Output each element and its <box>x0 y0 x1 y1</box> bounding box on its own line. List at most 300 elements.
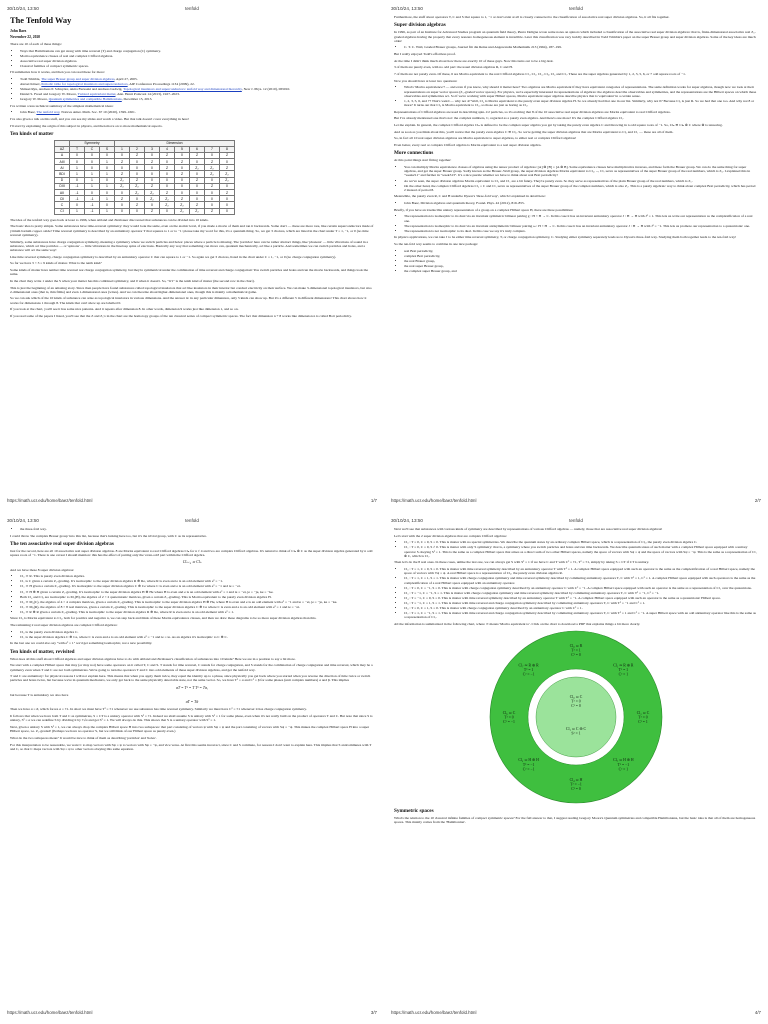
page-number: 2/7 <box>754 498 761 503</box>
table-cell: 1 <box>85 177 100 183</box>
table-cell: Z <box>220 165 235 171</box>
table-cell: 0 <box>100 152 115 158</box>
table-cell: 0 <box>85 152 100 158</box>
list-item: • The representation is isomorphic to its dual via an invariant antisymmetric bilinear pairing ω : H × H → C. In this case it has an invariant antiunitary operator J : H → H with J² = −1. This lets us promote our representation to a quaternionic one. <box>404 224 758 228</box>
ref-link[interactable]: Quantum symmetries and compatible Hamiltonians <box>48 97 122 102</box>
section-heading: Super division algebras <box>394 22 446 29</box>
table-cell: Z <box>160 152 175 158</box>
list-item: • What's 'Morita equivalence'? — and even if you know, why should it matter here? Two algebras are Morita equivalent if they have equivalent categories of representations. The same definition works for super algebras, though now we look at their representations on super vector spaces (Z₂-graded vector spaces). For physics, we're especially interested in representations of algebras: the algebras describe observables and symmetries, and the representations are the Hilbert spaces on which these observables and symmetries act. So if we're working with super Hilbert spaces, Morita equivalent super algebras describe physics that is 'equivalent' in a certain sense. <box>404 85 758 98</box>
header-datetime: 30/10/24, 13:50 <box>391 6 423 11</box>
page-body <box>394 15 758 497</box>
equation: αT = T³ = T T² = Tα, <box>176 685 208 690</box>
list-item: • Morita equivalence classes of real and complex Clifford algebras. <box>20 54 374 58</box>
page-header <box>391 6 761 14</box>
table-cell: Z₂ <box>220 177 235 183</box>
list-item: • real Bott periodicity, <box>404 249 758 253</box>
author: John Baez <box>10 29 27 33</box>
list-item: • Cl₀ : T = 1, C = 0, S = 0. This is matter with time reversal symmetry described by an antiunitary operator T with T² = 1. A complex Hilbert space equipped with such an operator is the same as the complexification of a real Hilbert space, namely the space of vectors with Tψ = ψ. A real Hilbert space is a representation of Cl₀, the purely even division algebra R. <box>404 567 758 576</box>
table-cell: 0 <box>85 190 100 196</box>
package-list <box>394 249 758 273</box>
table-cell: 0 <box>145 152 160 158</box>
table-cell: Z₂ <box>205 165 220 171</box>
ref-author: Alexei Kitaev, <box>20 81 41 86</box>
page-3 <box>4 516 380 1018</box>
footer-url: https://math.ucr.edu/home/baez/tenfold.html <box>7 498 93 503</box>
table-cell: AI <box>55 165 70 171</box>
ref-rest: , Ann. Henri Poincaré 14 (2013), 1927–2023. <box>115 92 180 97</box>
table-cell: 0 <box>130 171 145 177</box>
table-cell: 1 <box>100 196 115 202</box>
paragraph: Let me explain. In general, the complex Clifford algebra Clₙ is defined to be the complex super algebra you get by taking the purely even algebra C and throwing in n odd square roots of −1. So, Clₙ ≅ Clₙ ⊗ C where ⊗ is tensoring. <box>394 123 723 128</box>
table-cell: 0 <box>115 152 130 158</box>
ref-author: Gregory W. Moore, <box>20 97 48 102</box>
question-list <box>394 85 758 107</box>
inner-ring <box>536 677 616 757</box>
list-item: • complex Bott periodicity, <box>404 254 758 258</box>
reference-item <box>20 82 374 86</box>
paragraph: Briefly, if you have an irreducible unitary representation of a group on a complex Hilbert space H, there are three possibilities: <box>394 207 574 212</box>
footer-url: https://math.ucr.edu/home/baez/tenfold.html <box>7 1010 93 1015</box>
paragraph: What's the relation to the 10 classical infinite families of compact symmetric spaces? For the full answer to that, I suggest reading Gregory Moore's Quantum symmetries and compatible Hamiltonians, but the basic idea is that all of them are homogeneous spaces. This mainly comes from the 'Hamiltonian'. <box>394 816 756 825</box>
list-item: • Cl₇ : T = 1, C = −1, S = 1. This is matter with time reversal and charge conjugation symmetry described by commuting antiunitary operators T, C with T² = 1 and C² = −1. A super Hilbert space with an odd antiunitary operator like this is the same as a representation of Cl₇. <box>404 611 758 620</box>
table-cell: 0 <box>190 196 205 202</box>
table-cell: 0 <box>220 202 235 208</box>
paragraph: Just for the record, here are all 10 associative real super division algebras. 8 are Morita equivalent to real Clifford algebras Clₙ for n ≠ 4 and two are complex Clifford algebras. It's natural to think of Clₙ ⊗ C as the super division algebra generated by n odd square roots of −1. There is one caveat I should mention: this has the effect of putting only the 'even-odd' part within the Clifford algebra. <box>10 548 373 558</box>
t-label: T² = 1 <box>571 648 581 653</box>
table-cell: 0 <box>70 159 85 165</box>
ref-author: Shinsei Ryu, Andreas P. Schnyder, Akira Furusaki and Andreas Ludwig, <box>20 87 123 92</box>
clifford-label: Cl₁ ≃ R ⊕ R <box>613 663 634 668</box>
paragraph: I'll summarize how it works, and then you can read these for more: <box>10 70 105 75</box>
header-datetime: 30/10/24, 13:50 <box>391 518 423 523</box>
paragraph: But I really enjoyed Todd's effortless proof. <box>394 52 456 57</box>
list-item: • 1, 2, 3, 5, 6, and 7? That's weird — why not 4? Well, Cl₄ is Morita equivalent to the purely even super division algebra H. So we already had that one in our list. Similarly, why not 0? Because Cl₀ is just R. So we had that one too. And why not 8 or more? It turns out that Cl₈ is Morita equivalent to Cl₀, so those are just as boring as Cl₀. <box>404 99 758 108</box>
table-cell: Z₂ <box>205 171 220 177</box>
table-cell: 1 <box>70 208 85 214</box>
table-row <box>55 208 235 214</box>
table-cell: -1 <box>85 208 100 214</box>
paragraph: For this interpretation to be reasonable, we want C to map vectors with Sψ = ψ to vectors with Sψ = −ψ, and vice versa. At first this seems incorrect, since C and S commute, for reasons I don't want to explain here. This implies that S anticommutes with T and C, so that C maps vectors with Sψ = ψ to other vectors obeying this same equation. <box>10 742 372 751</box>
table-cell: 0 <box>145 165 160 171</box>
table-cell: -1 <box>70 183 85 189</box>
table-cell: Z <box>220 190 235 196</box>
table-cell: 1 <box>100 183 115 189</box>
table-cell: 0 <box>205 190 220 196</box>
page-1 <box>4 4 380 506</box>
section-heading: Symmetric spaces <box>394 808 434 815</box>
table-cell: Z₂ <box>175 202 190 208</box>
paragraph: I'll start by explaining the origin of this subject in physics, and then move on to more mathematical aspects. <box>10 123 163 128</box>
clifford-label: Cl₂ ≃ C <box>636 710 650 715</box>
c-label: C² = −1 <box>522 672 535 677</box>
paragraph: Similarly, some substances have charge conjugation symmetry, meaning a symmetry where we switch particles and holes: places where a particle is missing. The 'particles' here can be rather abstract things, like 'phonons' — little vibrations of sound in a substance, which act like particles — or 'spinons' — little vibrations in the lined-up spins of electrons. Basically any way that something can move can, quantum mechanically, act like a particle. And sometimes we can switch particles and holes, and a substance will act the same way! <box>10 239 369 253</box>
table-column-header: AZ <box>55 146 70 152</box>
paragraph: What does all this stuff about Clifford algebras and super division algebras have to do with Altland and Zirnbauer's classification of substances into 10 kinds? Here we are in a position to say a bit more. <box>10 656 296 661</box>
table-cell: Z <box>220 152 235 158</box>
paragraph: At the time I didn't think much about how there are exactly 10 of these guys. Now this turns out to be a big deal. <box>394 58 554 63</box>
table-cell: Z <box>130 152 145 158</box>
table-cell: 0 <box>145 171 160 177</box>
table-cell: 0 <box>130 196 145 202</box>
table-cell: 1 <box>70 165 85 171</box>
header-datetime: 30/10/24, 13:50 <box>7 6 39 11</box>
table-cell: 0 <box>115 208 130 214</box>
paragraph: In the last one we could also say "with e² = 1" we'd get something isomorphic, not a new possibility. <box>10 641 153 646</box>
table-cell: Z <box>115 196 130 202</box>
table-cell: Z <box>190 152 205 158</box>
list-item: • On the other hand, the complex Clifford algebras Cl₀ = C and Cl₁ serve as representatives of the super Brauer group of the complex numbers, which is also Z₂. This is a purely algebraic way to think about complex Bott periodicity, which has period 2 instead of period 8. <box>404 184 758 193</box>
equation: αT = Tᾱ <box>185 700 199 705</box>
paragraph: Then we have α = ᾱ, which forces α = ±1. In short we must have T² = ±1 whenever we use substance has time reversal symmetry. Similarly we must have C² = ±1 whenever it has charge conjugation symmetry. <box>10 707 307 712</box>
table-cell: Z <box>190 177 205 183</box>
table-cell: Z <box>145 183 160 189</box>
table-cell: Z₂ <box>190 208 205 214</box>
table-cell: Z₂ <box>175 208 190 214</box>
table-cell: 0 <box>175 152 190 158</box>
table-cell: 0 <box>70 202 85 208</box>
list-item: • Cl₅ : T = −1, C = 1, S = 1. This is matter with time reversal and charge conjugation symmetry described by commuting antiunitary operators T, C with T² = −1 and C² = 1. <box>404 601 758 605</box>
clifford-label: Cl₅ ≃ H ⊕ H <box>518 758 539 763</box>
ref-rest: , Notices Amer. Math. Soc. 67 10 (2020), 1599–1601. <box>59 110 136 115</box>
ref-rest: , April 27, 2005. <box>114 76 138 81</box>
table-cell: Z <box>175 196 190 202</box>
section-heading: The ten associative real super division algebras <box>10 540 114 547</box>
table-cell: 0 <box>100 190 115 196</box>
ref-rest: , AIP Conference Proceedings 1134 (2009), 22. <box>127 81 195 86</box>
paragraph: We start with a complex Hilbert space that may (or may not) have some operators on it called T, C and S. T stands for time reversal, C stands for charge conjugation, and S stands for the combination of charge conjugation and time reversal, which may be a symmetry even when T and C are not both symmetries. We're going to turn the operators T and C into odd elements of these super division algebras, and get the tenfold way. <box>10 663 373 672</box>
clifford-label: Cl₃ ≃ H ⊕ H <box>613 758 634 763</box>
table-cell: -1 <box>70 196 85 202</box>
table-cell: 0 <box>130 165 145 171</box>
table-cell: 0 <box>190 183 205 189</box>
table-cell: 0 <box>100 202 115 208</box>
paragraph: So far we have 3 × 3 = 9 kinds of matter. What is the tenth kind? <box>10 261 102 266</box>
table-cell: 1 <box>100 208 115 214</box>
equation: Clₙ₊₈ ≃ Clₙ <box>182 560 202 565</box>
table-cell: 0 <box>205 177 220 183</box>
list-item: • Cl₆ : T = 0, C = 1, S = 0. This is matter with charge conjugation symmetry described by an antiunitary operator C with C² = 1. <box>404 606 758 610</box>
clifford-label: Cl₁ ≃ C ⊕ C <box>565 726 587 731</box>
section-heading: Ten kinds of matter, revisited <box>10 648 75 655</box>
table-cell: Z₂ <box>130 183 145 189</box>
ref-link[interactable]: The tenfold way <box>36 110 60 115</box>
table-body <box>55 152 235 214</box>
list-item: • Cl₈ ≃ R ⊕ R given a certain Z₂-grading. This is isomorphic to the super division algebra R ⊕ Re, where R is even and e is an odd element with e² = 1. <box>20 610 374 614</box>
complex-list <box>394 540 758 558</box>
table-cell: A <box>55 152 70 158</box>
page-body <box>394 527 758 1009</box>
list-item: • Cl₀ is the purely even division algebra C. <box>20 630 374 634</box>
table-cell: Z <box>175 159 190 165</box>
table-cell: 0 <box>175 165 190 171</box>
table-column-header: 2 <box>130 146 145 152</box>
paragraph: And we have these 8 super division algebras: <box>10 567 75 572</box>
table-cell: 0 <box>100 165 115 171</box>
header-datetime: 30/10/24, 13:50 <box>7 518 39 523</box>
table-cell: 1 <box>100 171 115 177</box>
paragraph: And as soon as you think about this, you'll notice that the purely even algebra C ≅ Cl₀. So we're getting the super division algebras that are Morita equivalent to Cl₀ and Cl₁ — these are all of them. <box>394 129 674 134</box>
paragraph: So we can ask which of the 10 kinds of substance can arise as topological insulators in various dimensions. And the answer is: in any particular dimension, only 5 kinds can show up. But it's a different 5 in different dimensions! This chart shows how it works for dimensions 1 through 8. The kinds that can't show up are labelled 0. <box>10 296 367 305</box>
ref-author: Todd Trimble, <box>20 76 41 81</box>
paragraph: This is just the beginning of an amazing story. Since then people have found substances called topological insulators that act like insulators in their interior but conduct electricity on their surface. We can make 3-dimensional topological insulators, but also 2-dimensional ones (that is, thin films) and even 1-dimensional ones (wires). And we can theorize about higher-dimensional ones, though this is mainly a mathematical game. <box>10 285 372 294</box>
package-list <box>10 527 374 531</box>
table-column-header: C <box>85 146 100 152</box>
table-cell: AIII <box>55 159 70 165</box>
list-item: • Cl₁ : T = 1, C = 1, S = 1. This is matter with charge conjugation symmetry and time reversal symmetry described by commuting antiunitary operators T, C with T² = 1, C² = 1. A complex Hilbert space equipped with such operators is the same as the complexification of a real Hilbert space equipped with an antiunitary operator. <box>404 576 758 585</box>
reference-item: • John Baez, Division algebras and quantum theory, Found. Phys. 42 (2012), 819–855. <box>404 201 758 205</box>
table-cell: BDI <box>55 171 70 177</box>
paragraph: So, in fact all 10 real super division algebras are Morita equivalent to super algebras, to either real or complex Clifford algebras! <box>394 136 577 141</box>
list-item: • Cl₄ : T = −1, C = 0, S = 0. This is matter with time reversal symmetry described by an antiunitary operator T with T² = −1. A complex Hilbert space equipped with such an operator is the same as a quaternionic Hilbert space. <box>404 596 758 600</box>
header-site: tenfold <box>185 6 199 11</box>
list-item: • Cl₃ ≃ H ⊕ H given a certain Z₂-grading. It's isomorphic to the super division algebra H ⊕ He where H is even and e is an odd element with e² = 1 and ie = −ei, je = −je, ke = −ke. <box>20 590 374 594</box>
paragraph: Next we'll see that substances with various kinds of symmetry are described by representations of various Clifford algebras — namely, those that are associative real super division algebras! <box>394 527 663 531</box>
list-item: • Cl₃ : T = −1, C = −1, S = 1. This is matter with charge conjugation symmetry and time reversal symmetry described by commuting antiunitary operators T, C with T² = −1, C² = −1. <box>404 591 758 595</box>
table-group-header: Dimension <box>115 140 235 146</box>
paragraph: I could throw 'the complex Brauer group' into this list, because that's lurking here too, but it's the trivial group, with C as its representative. <box>10 533 207 538</box>
list-item: • Cl₂ ≃ H given a certain Z₂-grading. It's isomorphic to the super division algebra C ⊕ Ce where C is even and e is an odd element with e² = −1 and ie = −ei. <box>20 584 374 588</box>
table-cell: 0 <box>130 159 145 165</box>
table-cell: AII <box>55 190 70 196</box>
table-cell: 0 <box>130 208 145 214</box>
paragraph: Some kinds of matter have neither time reversal nor charge conjugation symmetry, but they're symmetrical under the combination of time reversal and charge conjugation! You switch particles and holes and run the movie backwards, and things look the same. <box>10 267 369 277</box>
clifford-label: Cl₆ ≃ C <box>502 710 516 715</box>
table-cell: 0 <box>160 183 175 189</box>
reference-list <box>10 77 374 101</box>
paragraph: Let's start with the 2 super division algebras that are complex Clifford algebras: <box>394 533 507 538</box>
paragraph: Representations of Clifford algebras are used in describing spin-1/2 particles, so it's exciting that 8 of the 10 associative real super division algebras are Morita equivalent to real Clifford algebras. <box>394 109 671 114</box>
list-item: • Both Cl₄ and Cl₅ are isomorphic to M₂(H), the algebra of 2 × 2 quaternionic matrices, given a certain Z₂-grading. This is Morita equivalent to the purely even division algebra H. <box>20 595 374 599</box>
t-label: T² = 0 <box>504 715 514 720</box>
reference-item <box>20 97 374 101</box>
paragraph: Then let's do the 8 real ones. In these cases, unlike the last one, we can always get S with S² = 1 if we have C and T with C² = ±1, T² = ±1, simply by taking S = CT if CT is unitary. <box>394 560 650 565</box>
t-label: S² = 1 <box>571 731 581 736</box>
page-body <box>10 527 374 1009</box>
table-cell: Z <box>205 159 220 165</box>
ref-rest: , New J. Phys. 12 (2010), 065010. <box>241 87 291 92</box>
table-cell: Z₂ <box>145 190 160 196</box>
table-cell: CII <box>55 196 70 202</box>
table-cell: C <box>55 202 70 208</box>
paragraph: If you read some of the papers I listed, you'll see that the Z and Z₂'s in the chart are the homotopy groups of the ten classical series of compact symmetric spaces. The fact that dimension n + 8 works like dimension n is called Bott periodicity. <box>10 313 352 318</box>
reference-list <box>10 110 374 114</box>
list-item: • Cl₀ ≃ R. This is purely even division algebra. <box>20 574 374 578</box>
table-cell: 1 <box>70 171 85 177</box>
table-group-header: Symmetry <box>70 140 115 146</box>
table-cell: 0 <box>115 165 130 171</box>
table-cell: 0 <box>190 159 205 165</box>
tenfold-clock-diagram[interactable] <box>476 629 676 805</box>
table-cell: Z <box>145 159 160 165</box>
table-cell: Z <box>190 202 205 208</box>
table-cell: 0 <box>175 190 190 196</box>
header-site: tenfold <box>185 518 199 523</box>
paragraph: All the information is summarized in the following chart, where ≃ means 'Morita equivalent to'. Click on the chart to download a PDF that explains things a bit more clearly. <box>394 621 641 626</box>
paragraph: At this point things start fitting together: <box>394 158 452 163</box>
section-heading: More connections <box>394 150 434 157</box>
algebra-list <box>10 574 374 614</box>
page-header <box>391 518 761 526</box>
table-cell: Z₂ <box>190 165 205 171</box>
page-number: 4/7 <box>754 1010 761 1015</box>
table-cell: 0 <box>70 177 85 183</box>
list-item: • Associative real super division algebras. <box>20 59 374 63</box>
list-item: • Cl₁ is C given a certain Z₂-grading. It's isomorphic to the super division algebra R ⊕ Re, where R is even and e is an odd element with e² = −1. <box>20 579 374 583</box>
reference-item: • C. T. C. Wall, Graded Brauer groups, Journal für die Reine und Angewandte Mathematik 213 (1964), 187–199. <box>404 45 758 49</box>
page-footer <box>7 498 377 505</box>
connection-list <box>394 165 758 192</box>
list-item: • The representation is not isomorphic to its dual. In this case we say it's truly complex. <box>404 229 758 233</box>
paragraph: Even better, every real or complex Clifford algebra is Morita equivalent to a real super division algebra. <box>394 142 542 147</box>
table-cell: CI <box>55 208 70 214</box>
table-cell: Z <box>145 208 160 214</box>
table-cell: 0 <box>220 208 235 214</box>
c-label: C² = 1 <box>638 720 648 725</box>
table-cell: Z₂ <box>130 190 145 196</box>
header-site: tenfold <box>569 518 583 523</box>
outer-node <box>570 778 583 791</box>
table-cell: Z₂ <box>115 177 130 183</box>
t-label: T² = 0 <box>638 715 648 720</box>
list-item: • Cl₆ ≃ M₄(C), the algebra of 4 × 4 complex matrices, given a certain Z₂-grading. This is isomorphic to the super division algebra H ⊕ He, where H is even and e is an odd element with e² = −1 and ie = −ei, je = −je, ke = −ke. <box>20 600 374 604</box>
t-label: T² = −1 <box>522 762 535 767</box>
ten-things-list <box>10 49 374 68</box>
footer-url: https://math.ucr.edu/home/baez/tenfold.html <box>391 1010 477 1015</box>
table-cell: 0 <box>145 177 160 183</box>
paragraph: There are 10 of each of these things: <box>10 41 62 46</box>
ref-author: Daniel S. Freed and Gregory W. Moore, <box>20 92 77 97</box>
table-cell: Z <box>160 190 175 196</box>
table-cell: Z <box>160 165 175 171</box>
table-cell: 0 <box>175 177 190 183</box>
c-label: C² = 1 <box>618 672 629 677</box>
clifford-label: Cl₀ ≃ C <box>569 694 583 699</box>
list-item: • Ways that Hamiltonians can get along with time reversal (T) and charge conjugation (C) symmetry. <box>20 49 374 53</box>
table-cell: 0 <box>175 183 190 189</box>
paragraph: What do the two subspaces mean? It would be nice to think of them as describing 'particles' and 'holes'. <box>10 735 157 740</box>
list-item: • Cl₇ ≃ M₈(R), the algebra of 8 × 8 real matrices, given a certain Z₂-grading. This is isomorphic to the super division algebra C ⊕ Ce where C is even and e is an odd element with e² = 1 and ie = −ei. <box>20 605 374 609</box>
c-label: C² = 0 <box>571 787 581 792</box>
table-cell: 0 <box>85 165 100 171</box>
real-list <box>394 567 758 619</box>
table-cell: 0 <box>160 177 175 183</box>
page-body <box>10 15 374 497</box>
paragraph: It follows that when we have both T and C as symmetries, S = CT is a unitary operator with S² = ±1. Indeed we shall assume S is unitary with S² = 1 for some phase, even when it's not really built on the product of operators T and C. But note that since S is unitary, S² = α we can redefine S by dividing it by ±√α and get S² = 1. We will always do this. This shows that S is a unitary operator with S² = 1. <box>10 714 373 723</box>
table-cell: Z₂ <box>145 196 160 202</box>
page-2 <box>388 4 764 506</box>
list-item: • Cl₁ : T = 0, C = 0, S ≠ 0. This is matter with only S symmetry: that is, a symmetry where you switch particles and holes and run time backwards. We describe quantum states of such matter with a complex Hilbert space equipped with a unitary operator S obeying S² = 1. This is the same as a complex Hilbert space that arises as a direct sum of two other Hilbert spaces, namely the space of vectors with Sψ = ψ and the space of vectors with Sψ = −ψ. This is the same as a representation of Cl₁ ⊗ C, which is Cl₁. <box>404 545 758 558</box>
section-heading: Ten kinds of matter <box>10 130 54 137</box>
t-label: T² = 1 <box>618 668 629 673</box>
table-cell: Z <box>205 183 220 189</box>
paragraph: In the chart they write 1 under the S when your matter has this combined symmetry, and 0 when it doesn't. So, "0/1" is the tenth kind of matter (the second row in the chart). <box>10 278 255 283</box>
page-4 <box>388 516 764 1018</box>
paragraph: Furthermore, the stuff about operators T, C and S that square to 1, −1 or don't exist at all is closely connected to the classification of associative real super division algebras. So, it all fits together. <box>394 15 670 19</box>
ref-link[interactable]: The super Brauer group and super division algebras <box>41 76 115 81</box>
paragraph: I've written a less technical summary of the simplest mathematical ideas: <box>10 103 114 108</box>
header-site: tenfold <box>569 6 583 11</box>
table-cell: 0 <box>70 152 85 158</box>
page-footer <box>391 498 761 505</box>
table-cell: 1 <box>85 183 100 189</box>
list-item: • the three-fold way. <box>20 527 374 531</box>
c-label: C² = 1 <box>618 767 629 772</box>
reference-list <box>394 201 758 205</box>
paragraph: Meanwhile, the purely even R, C and H underlie Dyson's 'three-fold way', which I explained in detail here: <box>394 194 546 199</box>
list-item: • the complex super Brauer group, and <box>404 269 758 273</box>
table-cell: 0 <box>220 183 235 189</box>
reference-item <box>20 77 374 81</box>
date: November 22, 2020 <box>10 35 41 40</box>
paragraph: Like time reversal symmetry, charge conjugation symmetry is described by an antiunitary operator C that can square to 1 or −1. So again we get 3 choices, listed in the chart under C = 1, −1, or 0 (no charge conjugation symmetry). <box>10 254 337 259</box>
table-cell: Z <box>130 177 145 183</box>
clifford-label: Cl₀ ≃ R <box>569 643 583 648</box>
list-item: • Classical families of compact symmetric spaces. <box>20 64 374 68</box>
table-cell: Z₂ <box>160 196 175 202</box>
table-cell: 0 <box>145 202 160 208</box>
c-label: C² = −1 <box>503 720 515 725</box>
t-label: T² = −1 <box>570 782 582 787</box>
ref-rest: , December 15, 2013. <box>121 97 153 102</box>
table-column-header: T <box>70 146 85 152</box>
ref-link[interactable]: Twisted equivariant matter <box>77 92 116 97</box>
table-cell: 0 <box>160 171 175 177</box>
table-cell: 0 <box>190 171 205 177</box>
clifford-label: Cl₇ ≃ R ⊕ R <box>518 663 539 668</box>
list-item: • Cl₂ : T = 0, C = −1, S = 0. This is matter with charge conjugation symmetry described by an antiunitary operator C with C² = −1. A complex Hilbert space equipped with such an operator is the same as a representation of Cl₂ over the quaternions. <box>404 586 758 590</box>
paragraph: But I've already mentioned one that's not: the complex numbers, C, regarded as a purely even algebra. And there's one more! It's the complex Clifford algebra Cl₁. <box>394 116 625 121</box>
page-header <box>7 6 377 14</box>
ref-link[interactable]: Periodic table for topological insulators and superconductors <box>41 81 128 86</box>
paragraph: I've also given a talk on this stuff, and you can see my slides and watch a video. But that talk doesn't cover everything in here! <box>10 117 190 122</box>
paragraph: If you look at the chart, you'll see it has some nice patterns. And it repeats after dimension 8. In other words, dimension 9 works just like dimension 1, and so on. <box>10 307 239 312</box>
footer-url: https://math.ucr.edu/home/baez/tenfold.html <box>391 498 477 503</box>
table-cell: DIII <box>55 183 70 189</box>
table-cell: Z <box>115 159 130 165</box>
paragraph: 3 of them are purely even, with no odd part: the usual division algebras R, C and H. <box>394 65 513 70</box>
table-cell: 0 <box>220 196 235 202</box>
table-cell: D <box>55 177 70 183</box>
table-cell: 0 <box>160 159 175 165</box>
table-cell: Z₂ <box>160 202 175 208</box>
table-cell: 0 <box>115 190 130 196</box>
table-column-header: S <box>100 146 115 152</box>
three-fold-list <box>394 214 758 233</box>
ref-link[interactable]: Topological insulators and superconductors: tenfold way and dimensional hierarchy <box>123 87 242 92</box>
table-cell: 0 <box>100 177 115 183</box>
reference-item <box>20 92 374 96</box>
table-cell: Z <box>205 208 220 214</box>
table-cell: 0 <box>160 208 175 214</box>
table-cell: -1 <box>85 196 100 202</box>
table-column-header: 8 <box>220 146 235 152</box>
list-item: • The representation is isomorphic to its dual via an invariant symmetric bilinear pairing g : H × H → C. In this case it has an invariant antiunitary operator J : H → H with J² = 1. This lets us write our representation as the complexification of a real one. <box>404 214 758 223</box>
table-column-header: 7 <box>205 146 220 152</box>
table-cell: -1 <box>85 202 100 208</box>
table-cell: Z₂ <box>115 183 130 189</box>
paragraph: but because T is antiunitary we also have <box>10 692 69 697</box>
reference-item <box>20 110 374 114</box>
paragraph: T and C are antiunitary: for physical reasons I will not explain here. This means that when you apply them twice, they equal the identity up to a phase, since physically you get back where you started when you reverse the direction of time twice or switch particles and holes twice, but because we're in quantum mechanics, we only get back to the same physically detectable state, not the same vector. So, we have T² = α and C² = β for some phases (unit complex numbers) α and β. This implies <box>10 674 371 683</box>
table-column-header: 5 <box>175 146 190 152</box>
reference-item <box>20 87 374 91</box>
paragraph: The remaining 2 real super division algebras are complex Clifford algebras: <box>10 622 118 627</box>
paragraph: In 1996, as part of an Institute for Advanced Studies program on quantum field theory, Pierre Deligne wrote some notes on spinors which included a classification of the associative real super division algebras: that is, finite-dimensional associative real Z₂-graded algebras having the property that every nonzero homogeneous element is invertible. Later this classification was very lucidly described in Todd Trimble's paper on the super Brauer group and super division algebras. Some of the key ideas are much older: <box>394 30 756 43</box>
table-column-header: 3 <box>145 146 160 152</box>
table-column-header: 6 <box>190 146 205 152</box>
reference-list <box>394 45 758 49</box>
list-item: • the real super Brauer group, <box>404 264 758 268</box>
